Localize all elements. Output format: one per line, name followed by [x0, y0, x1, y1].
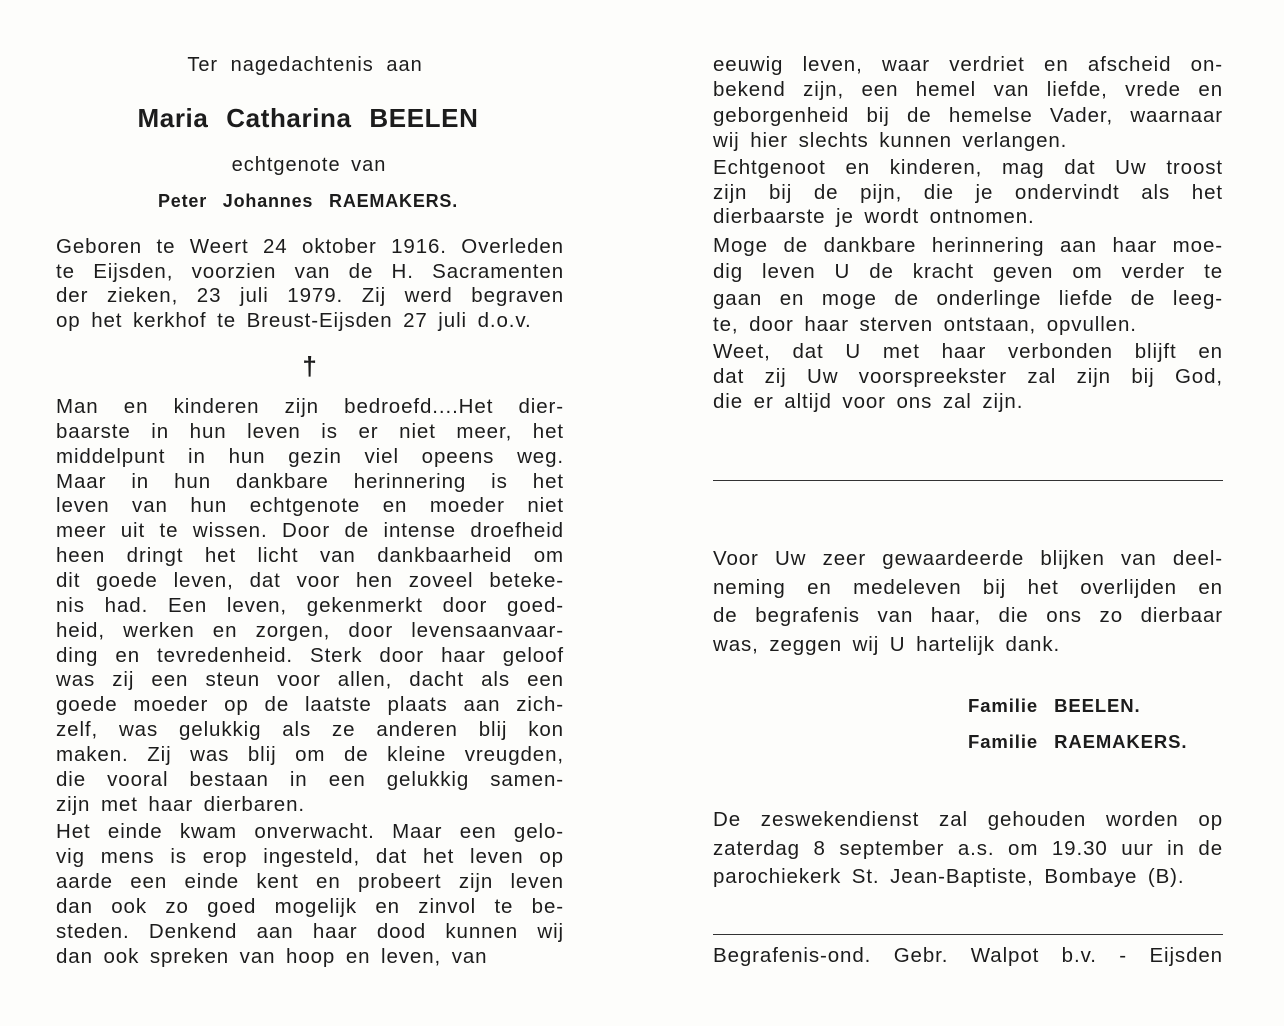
signature-raemakers: Familie RAEMAKERS. — [968, 731, 1188, 752]
text-line: meer uit te wissen. Door de intense droefheid — [56, 519, 564, 543]
deceased-name: Maria Catharina BEELEN — [137, 103, 479, 133]
text-line: die er altijd voor ons zal zijn. — [713, 390, 1024, 413]
text-line: dierbaarste je wordt ontnomen. — [713, 205, 1035, 228]
text-line: der zieken, 23 juli 1979. Zij werd begraven — [56, 284, 564, 308]
text-line: op het kerkhof te Breust-Eijsden 27 juli d.o.v. — [56, 309, 532, 333]
text-line: dat zij Uw voorspreekster zal zijn bij God, — [713, 365, 1223, 388]
text-line: zelf, was gelukkig als ze anderen blij kon — [56, 718, 564, 742]
text-line: dit goede leven, dat voor hen zoveel beteke- — [56, 568, 564, 592]
text-line: bekend zijn, een hemel van liefde, vrede en — [713, 78, 1223, 102]
text-line: Maar in hun dankbare herinnering is het — [56, 469, 564, 493]
spouse-name: Peter Johannes RAEMAKERS. — [157, 191, 459, 211]
signature-beelen: Familie BEELEN. — [968, 695, 1141, 716]
divider-top — [713, 480, 1223, 481]
text-line: parochiekerk St. Jean-Baptiste, Bombaye (B). — [713, 865, 1185, 888]
undertaker-line: Begrafenis-ond. Gebr. Walpot b.v. - Eijsden — [713, 944, 1223, 967]
text-line: de begrafenis van haar, die ons zo dierbaar — [713, 604, 1223, 627]
text-line: eeuwig leven, waar verdriet en afscheid on- — [713, 53, 1223, 76]
text-line: middelpunt in hun gezin viel opeens weg. — [56, 444, 564, 468]
text-line: Man en kinderen zijn bedroefd....Het dier- — [56, 395, 564, 418]
text-line: geborgenheid bij de hemelse Vader, waarnaar — [713, 103, 1223, 127]
cross-icon: † — [302, 351, 318, 381]
spouse-prefix: echtgenote van — [231, 154, 387, 176]
text-line: Het einde kwam onverwacht. Maar een gelo- — [56, 820, 564, 843]
text-line: De zeswekendienst zal gehouden worden op — [713, 808, 1223, 831]
text-line: te, door haar sterven ontstaan, opvullen. — [713, 312, 1137, 336]
text-line: goede moeder op de laatste plaats aan zich- — [56, 693, 564, 717]
text-line: neming en medeleven bij het overlijden en — [713, 575, 1223, 599]
text-line: heen dringt het licht van dankbaarheid om — [56, 544, 564, 568]
text-line: dig leven U de kracht geven om verder te — [713, 260, 1223, 284]
text-line: te Eijsden, voorzien van de H. Sacramenten — [56, 259, 564, 283]
text-line: gaan en moge de onderlinge liefde de leeg- — [713, 286, 1223, 310]
text-line: was, zeggen wij U hartelijk dank. — [713, 632, 1061, 656]
text-line: zaterdag 8 september a.s. om 19.30 uur in de — [713, 836, 1223, 860]
text-line: was zij een steun voor allen, dacht als een — [56, 668, 564, 692]
text-line: dan ook spreken van hoop en leven, van — [56, 944, 488, 968]
text-line: dan ook zo goed mogelijk en zinvol te be- — [56, 894, 564, 918]
text-line: Voor Uw zeer gewaardeerde blijken van deel- — [713, 547, 1223, 570]
text-line: zijn bij de pijn, die je ondervindt als het — [713, 180, 1223, 204]
text-line: aarde een einde kent en probeert zijn leven — [56, 869, 564, 893]
text-line: leven van hun echtgenote en moeder niet — [56, 494, 564, 518]
text-line: heid, werken en zorgen, door levensaanvaar- — [56, 618, 564, 642]
text-line: Moge de dankbare herinnering aan haar moe- — [713, 234, 1223, 257]
text-line: ding en tevredenheid. Sterk door haar geloof — [56, 643, 564, 667]
text-line: die vooral bestaan in een gelukkig samen- — [56, 767, 564, 791]
text-line: steden. Denkend aan haar dood kunnen wij — [56, 919, 564, 943]
text-line: wij hier slechts kunnen verlangen. — [713, 128, 1068, 152]
text-line: vig mens is erop ingesteld, dat het leven op — [56, 844, 564, 868]
intro-line: Ter nagedachtenis aan — [187, 54, 423, 76]
divider-bottom — [713, 934, 1223, 935]
text-line: nis had. Een leven, gekenmerkt door goed- — [56, 593, 564, 617]
text-line: Geboren te Weert 24 oktober 1916. Overleden — [56, 235, 564, 258]
text-line: maken. Zij was blij om de kleine vreugden, — [56, 742, 564, 766]
text-line: Weet, dat U met haar verbonden blijft en — [713, 340, 1223, 363]
text-line: Echtgenoot en kinderen, mag dat Uw troost — [713, 156, 1223, 179]
text-line: zijn met haar dierbaren. — [56, 792, 305, 816]
text-line: baarste in hun leven is er niet meer, het — [56, 419, 564, 443]
